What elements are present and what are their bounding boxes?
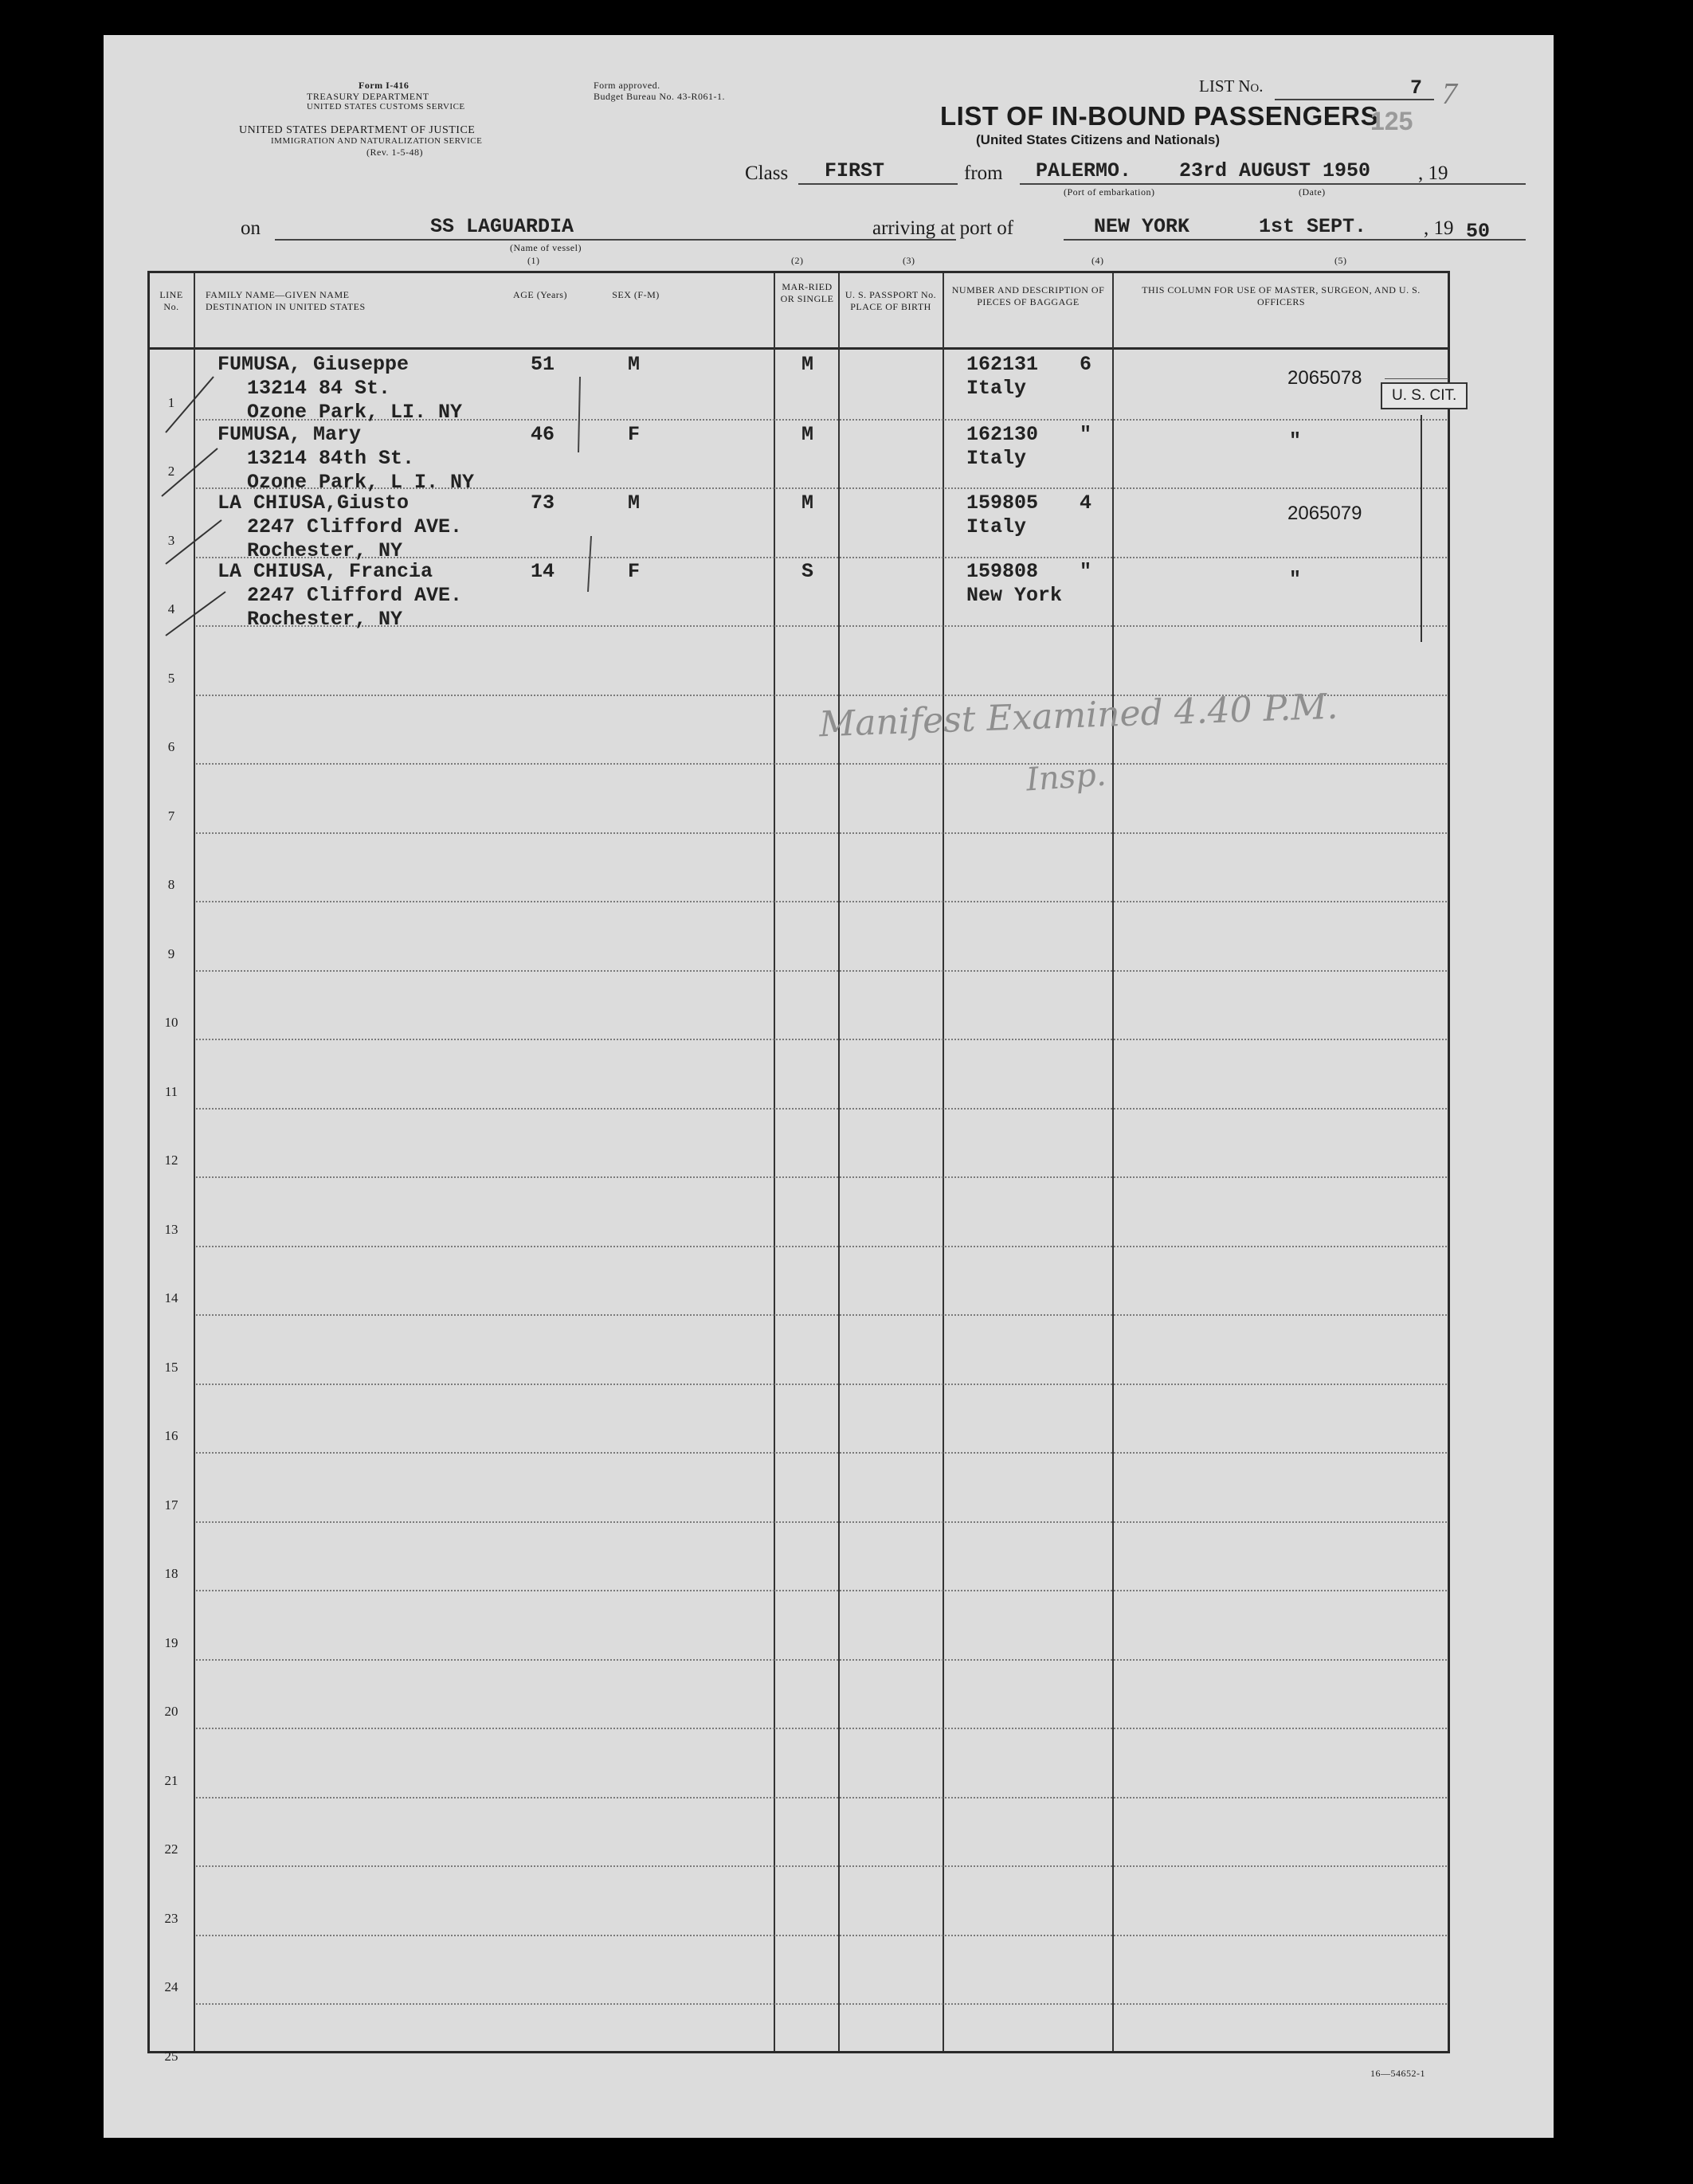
line-number: 19: [164, 1634, 178, 1650]
line-number: 12: [164, 1153, 178, 1168]
manifest-sheet: [104, 35, 1554, 2138]
row-rule: [196, 1246, 1447, 1247]
row-rule: [196, 1384, 1447, 1385]
passenger-birthplace: Italy: [966, 515, 1027, 538]
passenger-address: 13214 84th St.: [247, 447, 415, 470]
line-number: 21: [164, 1772, 178, 1788]
justice-dept: UNITED STATES DEPARTMENT OF JUSTICE: [239, 124, 476, 136]
arrival-date: 1st SEPT.: [1259, 215, 1367, 238]
line-number: 13: [164, 1221, 178, 1237]
vessel-caption: (Name of vessel): [510, 242, 582, 253]
header-baggage: NUMBER AND DESCRIPTION OF PIECES OF BAGGAGE: [951, 284, 1105, 307]
row-rule: [196, 1108, 1447, 1110]
footer-code: 16—54652-1: [1370, 2068, 1425, 2079]
us-cit-stamp: U. S. CIT.: [1381, 382, 1468, 409]
passenger-sex: M: [628, 491, 641, 515]
passenger-baggage: 4: [1080, 491, 1092, 515]
arriving-label: arriving at port of: [872, 217, 1014, 239]
vessel-underline: [275, 239, 956, 241]
passenger-address: Ozone Park, L I. NY: [247, 471, 475, 494]
line-number: 14: [164, 1290, 178, 1305]
list-number-stamp: 125: [1370, 107, 1413, 135]
on-label: on: [241, 217, 261, 239]
line-number: 9: [167, 945, 175, 961]
handwritten-note: Manifest Examined 4.40 P.M.: [818, 686, 1339, 746]
stamp-bracket-top: [1385, 378, 1448, 379]
row-rule: [196, 970, 1447, 972]
passenger-name: FUMUSA, Mary: [218, 423, 362, 446]
passenger-married: S: [801, 560, 814, 583]
row-rule: [196, 1728, 1447, 1729]
line-number: 24: [164, 1979, 178, 1994]
col-number-1: (1): [527, 255, 540, 266]
row-rule: [196, 1521, 1447, 1523]
row-rule: [196, 1659, 1447, 1661]
year-prefix: , 19: [1418, 162, 1448, 184]
col-number-2: (2): [791, 255, 804, 266]
line-number: 11: [164, 1083, 178, 1099]
list-number-label: LIST No.: [1199, 76, 1264, 96]
passenger-birthplace: Italy: [966, 377, 1027, 400]
list-number-underline: [1275, 99, 1434, 100]
header-passport: U. S. PASSPORT No. PLACE OF BIRTH: [845, 289, 937, 312]
line-number: 2: [167, 464, 175, 479]
header-officers: THIS COLUMN FOR USE OF MASTER, SURGEON, AND U. S. OFFICERS: [1142, 284, 1421, 307]
header-age: AGE (Years): [513, 289, 567, 300]
age-tick-marks: [572, 361, 604, 600]
passenger-address: Ozone Park, LI. NY: [247, 401, 463, 424]
revision: (Rev. 1-5-48): [366, 147, 424, 158]
passenger-sex: F: [628, 423, 641, 446]
stamp-bracket: [1421, 415, 1422, 642]
passenger-officer-note: 2065078: [1287, 367, 1362, 389]
column-rule: [943, 273, 944, 2051]
col-number-3: (3): [903, 255, 915, 266]
manifest-table: [147, 271, 1457, 2064]
class-value: FIRST: [825, 159, 885, 182]
passenger-address: 2247 Clifford AVE.: [247, 515, 463, 538]
passenger-address: 13214 84 St.: [247, 377, 391, 400]
date-value: 23rd AUGUST 1950: [1179, 159, 1371, 182]
line-number: 6: [167, 739, 175, 754]
line-number: 17: [164, 1497, 178, 1513]
passenger-name: LA CHIUSA,Giusto: [218, 491, 410, 515]
passenger-baggage: ": [1080, 423, 1092, 446]
arrival-year: 50: [1466, 220, 1491, 243]
header-sex: SEX (F-M): [612, 289, 660, 300]
approval-line-1: Form approved.: [594, 80, 660, 91]
form-number: Form I-416: [359, 80, 410, 91]
passenger-married: M: [801, 353, 814, 376]
passenger-baggage: ": [1080, 560, 1092, 583]
list-number: 7: [1410, 76, 1423, 100]
class-underline: [798, 183, 958, 185]
class-label: Class: [745, 162, 789, 184]
passenger-baggage: 6: [1080, 353, 1092, 376]
line-number: 18: [164, 1566, 178, 1581]
line-number: 15: [164, 1359, 178, 1375]
handwritten-note: Insp.: [1025, 756, 1107, 799]
row-rule: [196, 901, 1447, 902]
row-rule: [196, 1176, 1447, 1178]
row-rule: [196, 763, 1447, 765]
date-caption: (Date): [1299, 186, 1326, 198]
passenger-age: 51: [531, 353, 555, 376]
line-number: 25: [164, 2048, 178, 2064]
row-rule: [196, 1935, 1447, 1936]
arrival-year-prefix: , 19: [1424, 217, 1454, 239]
passenger-birthplace: New York: [966, 584, 1063, 607]
page-subtitle: (United States Citizens and Nationals): [976, 132, 1221, 147]
row-rule: [196, 1797, 1447, 1798]
header-name: FAMILY NAME—GIVEN NAME DESTINATION IN UNITED STATES: [206, 289, 366, 312]
passenger-age: 14: [531, 560, 555, 583]
passenger-address: Rochester, NY: [247, 608, 403, 631]
passenger-address: 2247 Clifford AVE.: [247, 584, 463, 607]
passenger-passport: 162131: [966, 353, 1039, 376]
line-number: 4: [167, 601, 175, 616]
line-number: 1: [167, 394, 175, 410]
line-number: 3: [167, 532, 175, 548]
column-rule: [1112, 273, 1114, 2051]
passenger-married: M: [801, 423, 814, 446]
passenger-sex: F: [628, 560, 641, 583]
row-rule: [196, 1865, 1447, 1867]
line-number: 7: [167, 808, 175, 824]
from-value: PALERMO.: [1036, 159, 1132, 182]
arrival-underline: [1064, 239, 1526, 241]
header-married: MAR-RIED OR SINGLE: [780, 281, 834, 304]
line-number: 23: [164, 1910, 178, 1926]
line-number: 5: [167, 670, 175, 686]
row-rule: [196, 1452, 1447, 1454]
passenger-name: FUMUSA, Giuseppe: [218, 353, 410, 376]
row-rule: [196, 1590, 1447, 1591]
passenger-officer-note: ": [1289, 568, 1302, 591]
passenger-address: Rochester, NY: [247, 539, 403, 562]
passenger-sex: M: [628, 353, 641, 376]
passenger-passport: 159805: [966, 491, 1039, 515]
row-rule: [196, 832, 1447, 834]
line-number: 16: [164, 1428, 178, 1443]
passenger-married: M: [801, 491, 814, 515]
header-rule: [150, 347, 1448, 350]
check-marks: [150, 361, 245, 648]
passenger-passport: 162130: [966, 423, 1039, 446]
arrival-port: NEW YORK: [1094, 215, 1190, 238]
column-rule: [838, 273, 840, 2051]
row-rule: [196, 1314, 1447, 1316]
col-number-5: (5): [1334, 255, 1347, 266]
passenger-name: LA CHIUSA, Francia: [218, 560, 433, 583]
row-rule: [196, 2003, 1447, 2005]
line-number: 8: [167, 877, 175, 892]
col-number-4: (4): [1091, 255, 1104, 266]
ins-service: IMMIGRATION AND NATURALIZATION SERVICE: [271, 136, 483, 146]
line-number: 20: [164, 1704, 178, 1719]
passenger-birthplace: Italy: [966, 447, 1027, 470]
row-rule: [196, 1039, 1447, 1040]
from-caption: (Port of embarkation): [1064, 186, 1155, 198]
customs-service: UNITED STATES CUSTOMS SERVICE: [307, 102, 465, 112]
passenger-age: 73: [531, 491, 555, 515]
line-number: 10: [164, 1015, 178, 1030]
line-number: 22: [164, 1842, 178, 1857]
passenger-officer-note: 2065079: [1287, 503, 1362, 524]
header-line-no: LINE No.: [159, 289, 183, 312]
page-title: LIST OF IN-BOUND PASSENGERS: [940, 101, 1379, 131]
passenger-age: 46: [531, 423, 555, 446]
approval-line-2: Budget Bureau No. 43-R061-1.: [594, 91, 725, 102]
passenger-officer-note: ": [1289, 429, 1302, 452]
vessel-name: SS LAGUARDIA: [430, 215, 574, 238]
passenger-passport: 159808: [966, 560, 1039, 583]
from-label: from: [964, 162, 1003, 184]
column-rule: [774, 273, 775, 2051]
from-underline: [1020, 183, 1526, 185]
list-number-stamp-mark: 7: [1442, 77, 1457, 111]
treasury-dept: TREASURY DEPARTMENT: [307, 91, 429, 102]
